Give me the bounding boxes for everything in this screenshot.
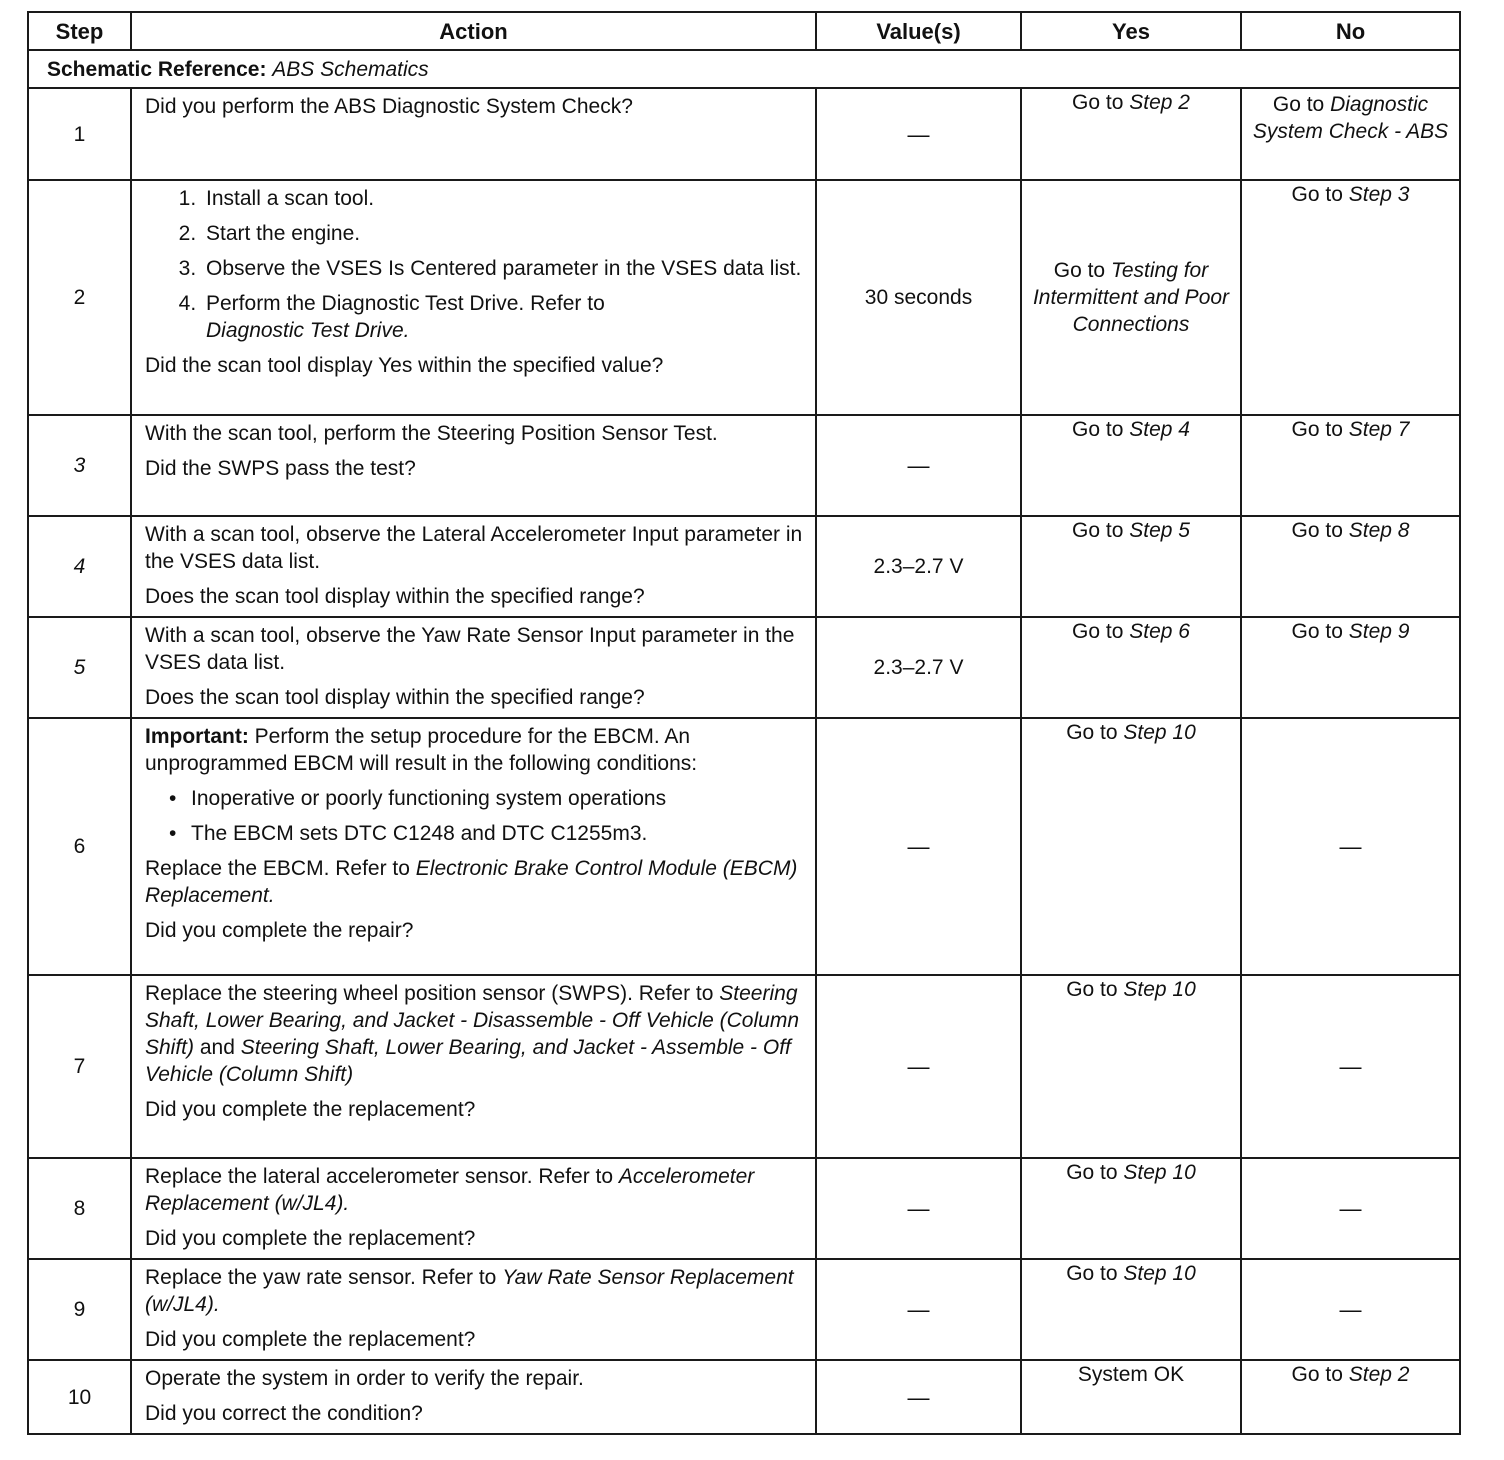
no-cell: — (1241, 718, 1460, 975)
action-text-part: Replace the lateral accelerometer sensor. Refer to (145, 1165, 619, 1188)
action-cell (131, 617, 816, 718)
action-question: Did you perform the ABS Diagnostic System Check? (145, 95, 633, 118)
no-link[interactable]: Diagnostic System Check - ABS (1252, 93, 1449, 143)
table-row (28, 718, 1460, 975)
yes-cell (1021, 516, 1241, 617)
step-number: 9 (28, 1259, 131, 1360)
list-item: 3. Observe the VSES Is Centered parameter in the VSES data list. (202, 255, 803, 282)
table-row (28, 180, 1460, 415)
yes-prefix: Go to (1066, 721, 1124, 744)
value-cell: — (816, 1360, 1021, 1434)
conditions-list (145, 785, 803, 847)
list-item: • The EBCM sets DTC C1248 and DTC C1255m3. (191, 820, 803, 847)
no-link[interactable]: Step 3 (1348, 183, 1410, 206)
no-link[interactable]: Step 9 (1348, 620, 1410, 643)
action-link[interactable]: Electronic Brake Control Module (EBCM) Replacement. (145, 857, 798, 907)
action-text: With a scan tool, observe the Yaw Rate Sensor Input parameter in the VSES data list. (145, 624, 795, 674)
no-cell (1241, 88, 1460, 180)
table-row (28, 1158, 1460, 1259)
yes-prefix: Go to (1066, 978, 1124, 1001)
step-number: 7 (28, 975, 131, 1158)
list-item (202, 290, 803, 344)
action-text (145, 1163, 803, 1217)
action-question: Did you complete the repair? (145, 919, 414, 942)
action-link[interactable]: Yaw Rate Sensor Replacement (w/JL4). (145, 1266, 794, 1316)
yes-link[interactable]: Step 4 (1129, 418, 1190, 441)
step-number: 5 (28, 617, 131, 718)
action-text: With the scan tool, perform the Steering Position Sensor Test. (145, 422, 718, 445)
no-prefix: Go to (1272, 93, 1331, 116)
list-item: 2. Start the engine. (202, 220, 803, 247)
step-number: 10 (28, 1360, 131, 1434)
step-number: 8 (28, 1158, 131, 1259)
yes-prefix: Go to (1072, 620, 1130, 643)
action-cell (131, 88, 816, 180)
action-link[interactable]: Steering Shaft, Lower Bearing, and Jacket - Assemble - Off Vehicle (Column Shift) (145, 1036, 791, 1086)
step-number: 1 (28, 88, 131, 180)
yes-link[interactable]: Step 10 (1123, 978, 1196, 1001)
action-text-part: Replace the steering wheel position sensor (SWPS). Refer to (145, 982, 720, 1005)
yes-prefix: Go to (1072, 91, 1130, 114)
no-link[interactable]: Step 2 (1348, 1363, 1410, 1386)
value-cell: — (816, 1158, 1021, 1259)
important-label: Important: (145, 725, 249, 748)
schematic-reference-row (28, 50, 1460, 88)
action-cell (131, 415, 816, 516)
no-prefix: Go to (1291, 519, 1349, 542)
action-question: Did you complete the replacement? (145, 1328, 476, 1351)
value-cell: 2.3–2.7 V (816, 516, 1021, 617)
value-cell: — (816, 975, 1021, 1158)
yes-link[interactable]: Step 10 (1123, 1161, 1196, 1184)
yes-cell (1021, 415, 1241, 516)
yes-link[interactable]: Step 6 (1129, 620, 1190, 643)
yes-prefix: Go to (1053, 259, 1111, 282)
value-cell: 2.3–2.7 V (816, 617, 1021, 718)
action-link[interactable]: Steering Shaft, Lower Bearing, and Jacket - Disassemble - Off Vehicle (Column Shift) (145, 982, 800, 1059)
no-cell: — (1241, 1259, 1460, 1360)
action-question: Did you correct the condition? (145, 1402, 423, 1425)
yes-prefix: Go to (1066, 1161, 1124, 1184)
yes-prefix: Go to (1066, 1262, 1124, 1285)
no-cell (1241, 617, 1460, 718)
action-text (145, 1264, 803, 1318)
action-text-part: Replace the yaw rate sensor. Refer to (145, 1266, 503, 1289)
header-row (28, 12, 1460, 50)
no-cell (1241, 516, 1460, 617)
yes-cell (1021, 1360, 1241, 1434)
action-steps-list (145, 185, 803, 344)
action-question: Does the scan tool display within the specified range? (145, 585, 645, 608)
header-values: Value(s) (816, 12, 1021, 50)
table-row (28, 516, 1460, 617)
action-cell (131, 1360, 816, 1434)
action-cell (131, 180, 816, 415)
yes-cell (1021, 617, 1241, 718)
action-text-part: Replace the EBCM. Refer to (145, 857, 416, 880)
schematic-reference (28, 50, 1460, 88)
step-number: 3 (28, 415, 131, 516)
diagnostic-table (27, 11, 1461, 1435)
yes-link[interactable]: Step 2 (1129, 91, 1190, 114)
table-row (28, 415, 1460, 516)
no-cell: — (1241, 975, 1460, 1158)
action-question: Did you complete the replacement? (145, 1098, 476, 1121)
action-cell (131, 1158, 816, 1259)
no-cell: — (1241, 1158, 1460, 1259)
schematic-reference-link[interactable]: ABS Schematics (272, 57, 429, 81)
no-prefix: Go to (1291, 183, 1349, 206)
yes-cell (1021, 975, 1241, 1158)
no-prefix: Go to (1291, 620, 1349, 643)
no-cell (1241, 180, 1460, 415)
value-cell: — (816, 1259, 1021, 1360)
yes-cell (1021, 718, 1241, 975)
action-question: Does the scan tool display within the specified range? (145, 686, 645, 709)
value-cell: — (816, 88, 1021, 180)
action-text (145, 980, 803, 1088)
no-cell (1241, 415, 1460, 516)
action-question: Did you complete the replacement? (145, 1227, 476, 1250)
schematic-reference-label: Schematic Reference: (47, 57, 267, 81)
header-action: Action (131, 12, 816, 50)
action-cell (131, 516, 816, 617)
action-text (145, 855, 803, 909)
action-cell (131, 975, 816, 1158)
yes-cell (1021, 180, 1241, 415)
action-cell (131, 718, 816, 975)
action-question: Did the SWPS pass the test? (145, 457, 416, 480)
yes-cell (1021, 88, 1241, 180)
action-link[interactable]: Accelerometer Replacement (w/JL4). (145, 1165, 755, 1215)
yes-link[interactable]: Step 10 (1123, 1262, 1196, 1285)
step-number: 2 (28, 180, 131, 415)
header-no: No (1241, 12, 1460, 50)
value-cell: — (816, 415, 1021, 516)
header-step: Step (28, 12, 131, 50)
action-text-part: and (194, 1036, 241, 1059)
important-note (145, 723, 803, 777)
table-row (28, 1259, 1460, 1360)
value-cell: 30 seconds (816, 180, 1021, 415)
yes-prefix: Go to (1072, 519, 1130, 542)
yes-link[interactable]: Step 10 (1123, 721, 1196, 744)
no-cell (1241, 1360, 1460, 1434)
list-item-link[interactable]: Diagnostic Test Drive. (206, 319, 410, 342)
yes-text: System OK (1077, 1363, 1185, 1386)
yes-cell (1021, 1158, 1241, 1259)
table-row (28, 88, 1460, 180)
no-prefix: Go to (1291, 1363, 1349, 1386)
list-item: 1. Install a scan tool. (202, 185, 803, 212)
header-yes: Yes (1021, 12, 1241, 50)
list-item: • Inoperative or poorly functioning system operations (191, 785, 803, 812)
value-cell: — (816, 718, 1021, 975)
table-row (28, 1360, 1460, 1434)
no-link[interactable]: Step 8 (1348, 519, 1410, 542)
yes-link[interactable]: Step 5 (1129, 519, 1190, 542)
list-item-text: Perform the Diagnostic Test Drive. Refer to (206, 292, 605, 315)
action-question: Did the scan tool display Yes within the specified value? (145, 354, 664, 377)
yes-cell (1021, 1259, 1241, 1360)
step-number: 4 (28, 516, 131, 617)
yes-prefix: Go to (1072, 418, 1130, 441)
action-cell (131, 1259, 816, 1360)
table-row (28, 617, 1460, 718)
important-text: Perform the setup procedure for the EBCM. An unprogrammed EBCM will result in the following conditions: (145, 725, 698, 775)
action-text: Operate the system in order to verify the repair. (145, 1367, 584, 1390)
action-text: With a scan tool, observe the Lateral Accelerometer Input parameter in the VSES data list. (145, 523, 803, 573)
no-prefix: Go to (1291, 418, 1349, 441)
table-row (28, 975, 1460, 1158)
yes-link[interactable]: Testing for Intermittent and Poor Connections (1032, 259, 1230, 336)
step-number: 6 (28, 718, 131, 975)
no-link[interactable]: Step 7 (1348, 418, 1410, 441)
